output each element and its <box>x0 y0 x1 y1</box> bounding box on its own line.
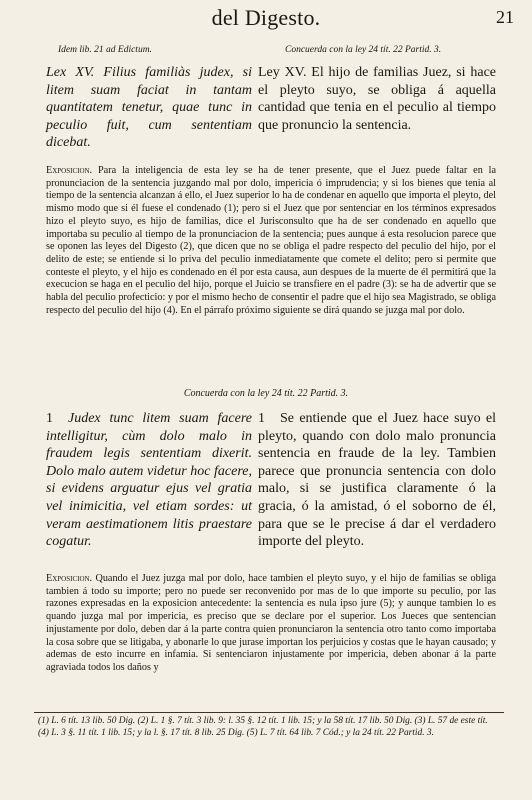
spanish-section-body: Se entiende que el Juez hace suyo el pleyto, quando con dolo malo pronuncia sentencia en fraude de la ley. Tambien parece que pronuncia sentencia con dolo malo, si se justifica claramente ó la gracia, ó la amistad, ó el soborno de él, para que se le precise á dar el verdadero importe del pleyto. <box>258 411 496 550</box>
spanish-section-text <box>258 410 496 551</box>
source-reference-left: Idem lib. 21 ad Edictum. <box>58 45 152 55</box>
footnote-rule <box>34 712 504 713</box>
latin-section-text <box>46 410 252 551</box>
running-header <box>0 3 532 37</box>
running-title: del Digesto. <box>211 5 321 30</box>
exposicion-paragraph-2 <box>46 573 496 675</box>
latin-section-body: Judex tunc litem suam facere intelligitur, cùm dolo malo in fraudem legis sententiam dixerit. Dolo malo autem videtur hoc facere, si evidens arguatur ejus vel gratia vel inimicitia, vel etiam sordes: ut veram aestimationem litis praestare cogatur. <box>46 411 252 550</box>
spanish-law-text: Ley XV. El hijo de familias Juez, si hace el pleyto suyo, se obliga á aquella cantidad que tenia en el peculio al tiempo que pronuncio la sentencia. <box>258 65 496 133</box>
section-number-left: 1 <box>46 411 53 426</box>
section-number-right: 1 <box>258 411 265 426</box>
latin-law-text: Lex XV. Filius familiàs judex, si litem suam faciat in tantam quantitatem tenetur, quae tunc in peculio fuit, cum sententiam dicebat. <box>46 65 252 151</box>
source-reference-right: Concuerda con la ley 24 tít. 22 Partid. 3. <box>285 45 442 55</box>
exposicion-label: Exposicion. <box>46 573 93 584</box>
exposicion-text: Quando el Juez juzga mal por dolo, hace tambien el pleyto suyo, y el hijo de familias se obliga tambien á todo su importe; pero no puede ser reconvenido por mas de lo que importe su peculio, por las razones expresadas en la exposicion antecedente: la sentencia es nula ipso jure (5); y aunque tambien lo es quando juzga mal por impericia, es preciso que se declare por el superior. Los Jueces que sentencian injustamente por dolo, deben dar á la parte contra quien pronunciaron la sentencia otro tanto como importaba la cosa sobre que se litigaba, y abonarle lo que jurase importan los perjuicios y costas que le hayan causado; y ademas de esto incurre en infamia. Si sentenciaron injustamente por impericia, deben abonar á la parte agraviada todos los daños y <box>46 573 497 673</box>
exposicion-text: Para la inteligencia de esta ley se ha de tener presente, que el Juez puede faltar en la pronunciacion de la sentencia juzgando mal por dolo, impericia ó imprudencia; y si los bienes que tenia al tiempo de la sentencia alcanzan á ello, el Juez superior lo ha de condenar en aquello que importa el pleyto, del mismo modo que si él fuese el condenado (1); pero si el Juez que por sentenciar en los términos expresados hizo el pleyto suyo, es hijo de familias, dice el Jurisconsulto que ha de ser condenado en aquello que importaba su peculio al tiempo de la pronunciacion de la sentencia; pues aunque á esta resolucion parece que se oponen las leyes del Digesto (2), que dicen que no se obliga el padre respecto del peculio del hijo, por el delito de este; se entiende si lo priva del peculio inmediatamente que comete el delito; pero si permite que conteste el pleyto, y el hijo es condenado en él por esta causa, aun despues de la muerte de él permitirá que la execucion se haga en el peculio del hijo, porque el Juicio se transfiere en el padre (3): se ha de advertir que se habla del peculio profecticio: y por el mismo hecho de consentir el padre que el hijo sea Magistrado, se obliga respecto del peculio del hijo (4). En el párrafo próximo siguiente se dirá quando se juzga mal por dolo. <box>46 165 497 316</box>
footnotes: (1) L. 6 tít. 13 lib. 50 Dig. (2) L. 1 §. 7 tít. 3 lib. 9: l. 35 §. 12 tít. 1 lib. 15; y la 58 tít. 17 lib. 50 Dig. (3) L. 57 de este tít. (4) L. 3 §. 11 tít. 1 lib. 15; y la l. §. 17 tít. 8 lib. 25 Dig. (5) L. 7 tít. 64 lib. 7 Cód.; y la 24 tít. 22 Partid. 3. <box>38 716 488 738</box>
exposicion-label: Exposicion. <box>46 165 93 176</box>
exposicion-paragraph-1 <box>46 165 496 317</box>
concordance-reference: Concuerda con la ley 24 tít. 22 Partid. 3. <box>183 388 349 399</box>
page-number: 21 <box>496 7 514 27</box>
